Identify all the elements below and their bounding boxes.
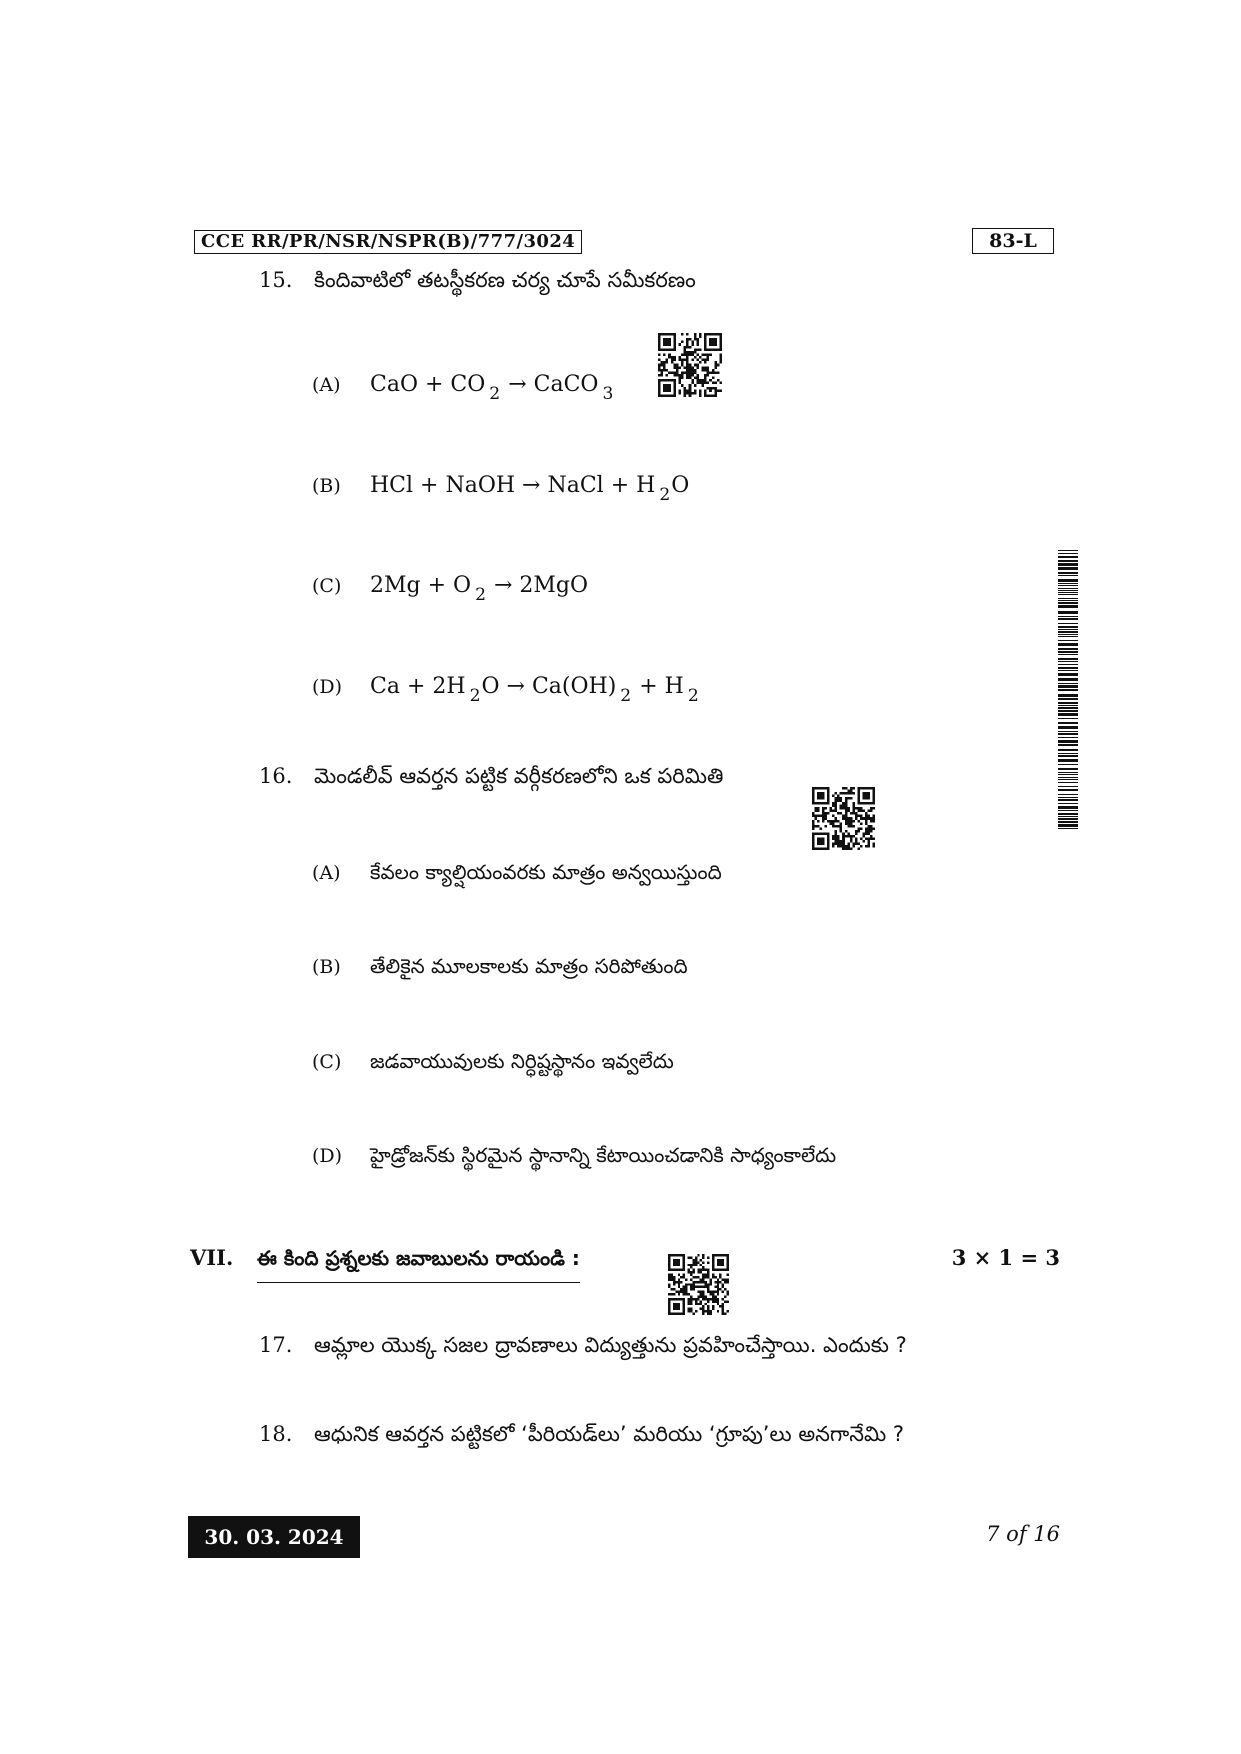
barcode [1058, 550, 1078, 832]
option-label: (C) [312, 575, 342, 597]
chemical-equation [370, 473, 690, 505]
question-18 [259, 1420, 904, 1452]
equation-subscript: 3 [602, 383, 614, 404]
chemical-equation [370, 573, 589, 605]
section-numeral: VII. [190, 1245, 234, 1270]
option-label: (D) [312, 1145, 343, 1167]
option-label: (A) [312, 374, 341, 396]
q15-option-a [312, 370, 614, 402]
chemical-equation [370, 674, 700, 706]
q16-option-b [312, 952, 688, 984]
equation-term: + H [632, 674, 684, 699]
question-17 [259, 1331, 907, 1363]
option-text: హైడ్రోజన్‌కు స్థిరమైన స్థానాన్ని కేటాయించడానికి సాధ్యంకాలేదు [370, 1143, 837, 1167]
equation-term: → 2MgO [486, 573, 589, 598]
equation-subscript: 2 [659, 484, 671, 505]
option-label: (A) [312, 862, 341, 884]
q16-option-d [312, 1141, 836, 1173]
equation-term: HCl + NaOH → NaCl + H [370, 473, 656, 498]
question-number: 16. [259, 764, 293, 788]
question-15 [259, 266, 696, 298]
question-number: 17. [259, 1333, 293, 1357]
option-label: (C) [312, 1051, 342, 1073]
equation-subscript: 2 [475, 584, 486, 605]
equation-term: O [671, 473, 690, 498]
question-16 [259, 762, 723, 794]
equation-term: O → Ca(OH) [481, 674, 617, 699]
chemical-equation [370, 372, 614, 404]
qr-code [658, 333, 722, 397]
equation-subscript: 2 [687, 685, 699, 706]
question-text: ఆధునిక ఆవర్తన పట్టికలో ‘పీరియడ్‌లు’ మరియు ‘గ్రూపు’లు అనగానేమి ? [314, 1422, 904, 1446]
question-text: మెండలీవ్ ఆవర్తన పట్టిక వర్గీకరణలోని ఒక పరిమితి [314, 764, 724, 788]
question-number: 18. [259, 1422, 293, 1446]
option-text: కేవలం క్యాల్షియంవరకు మాత్రం అన్వయిస్తుంది [370, 860, 722, 884]
section-marks: 3 × 1 = 3 [951, 1245, 1060, 1270]
equation-term: 2Mg + O [370, 573, 472, 598]
equation-term: Ca + 2H [370, 674, 466, 699]
option-label: (B) [312, 956, 341, 978]
exam-date: 30. 03. 2024 [188, 1516, 360, 1558]
equation-term: → CaCO [501, 372, 599, 397]
question-text: కిందివాటిలో తటస్థీకరణ చర్య చూపే సమీకరణం [314, 268, 696, 292]
equation-subscript: 2 [620, 685, 632, 706]
equation-term: CaO + CO [370, 372, 486, 397]
qr-code [812, 787, 875, 850]
question-number: 15. [259, 268, 293, 292]
equation-subscript: 2 [469, 685, 481, 706]
option-text: తేలికైన మూలకాలకు మాత్రం సరిపోతుంది [370, 954, 688, 978]
option-label: (B) [312, 475, 341, 497]
q15-option-b [312, 471, 689, 503]
section-instruction: ఈ కింది ప్రశ్నలకు జవాబులను రాయండి : [257, 1242, 580, 1283]
page-number: 7 of 16 [986, 1522, 1060, 1546]
option-text: జడవాయువులకు నిర్ధిష్టస్థానం ఇవ్వలేదు [370, 1049, 674, 1073]
qr-code [668, 1254, 729, 1315]
subject-code: 83-L [972, 228, 1054, 254]
q15-option-d [312, 672, 700, 704]
q15-option-c [312, 571, 588, 603]
equation-subscript: 2 [489, 383, 501, 404]
question-text: ఆమ్లాల యొక్క సజల ద్రావణాలు విద్యుత్తును ప్రవహించేస్తాయి. ఎందుకు ? [314, 1333, 907, 1357]
paper-code: CCE RR/PR/NSR/NSPR(B)/777/3024 [194, 230, 582, 254]
q16-option-c [312, 1047, 674, 1079]
option-label: (D) [312, 676, 343, 698]
q16-option-a [312, 858, 722, 890]
